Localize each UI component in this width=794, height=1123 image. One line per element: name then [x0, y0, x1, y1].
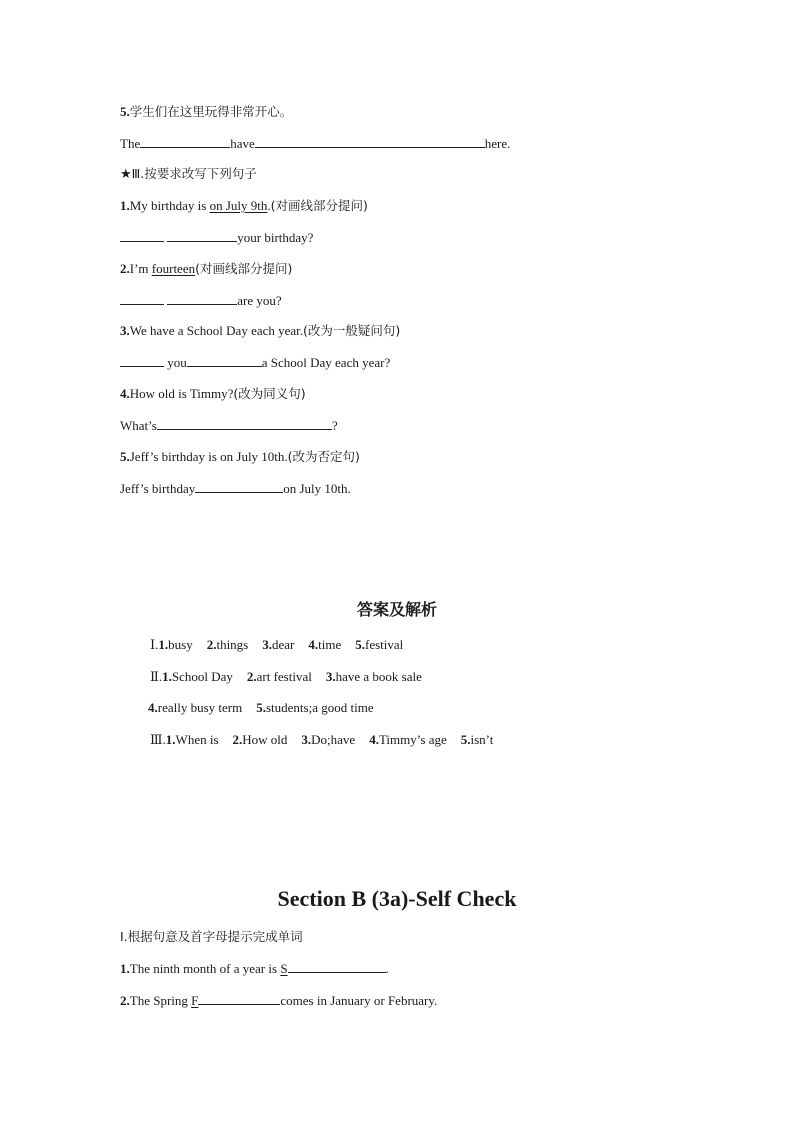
a4-5-text: isn’t — [470, 732, 494, 747]
item-4-head: What’s — [120, 418, 157, 433]
item-5-answer-line — [120, 480, 351, 497]
section-b-q2 — [120, 992, 437, 1009]
item-1-underlined: on July 9th — [209, 198, 268, 213]
item-1-tail: your birthday? — [237, 230, 314, 245]
item-3-number: 3. — [120, 323, 130, 338]
q5-answer-line — [120, 135, 510, 152]
item-1-post: . — [267, 198, 271, 213]
a4-2-text: How old — [242, 732, 288, 747]
item-2-tail: are you? — [237, 293, 282, 308]
a4-1-num: 1. — [165, 732, 176, 747]
item-1-instruction: (对画线部分提问) — [270, 198, 368, 213]
item-2-pre: I’m — [129, 261, 152, 276]
a3-4-text: really busy term — [157, 700, 243, 715]
item-3-blank-1[interactable] — [120, 354, 164, 367]
item-3-text: We have a School Day each year. — [129, 323, 304, 338]
item-2-underlined: fourteen — [151, 261, 196, 276]
section-b-title: Section B (3a)-Self Check — [277, 886, 517, 911]
item-1-prompt — [120, 198, 368, 214]
a4-3-num: 3. — [301, 732, 312, 747]
item-2-instruction: (对画线部分提问) — [195, 261, 293, 276]
item-2-answer-line — [120, 292, 282, 309]
a1-5-text: festival — [364, 637, 404, 652]
sb-q2-end: comes in January or February. — [280, 993, 438, 1008]
item-5-blank[interactable] — [195, 480, 283, 493]
a2-3-text: have a book sale — [335, 669, 422, 684]
sb-q1-number: 1. — [120, 961, 130, 976]
a1-5-num: 5. — [355, 637, 365, 652]
item-4-blank[interactable] — [157, 417, 332, 430]
item-1-blank-1[interactable] — [120, 229, 164, 242]
section-3-heading — [120, 166, 257, 183]
answers-row-2 — [150, 669, 422, 685]
a1-3-text: dear — [272, 637, 295, 652]
item-3-tail: a School Day each year? — [261, 355, 391, 370]
item-5-number: 5. — [120, 449, 130, 464]
sb-q1-text: The ninth month of a year is — [129, 961, 281, 976]
item-4-instruction: (改为同义句) — [233, 386, 306, 401]
item-1-number: 1. — [120, 198, 130, 213]
item-3-blank-2[interactable] — [187, 354, 262, 367]
item-5-tail: on July 10th. — [283, 481, 351, 496]
sb-q2-letter: F — [191, 993, 199, 1008]
a1-1-text: busy — [168, 637, 193, 652]
item-3-instruction: (改为一般疑问句) — [303, 323, 401, 338]
section-b-q1 — [120, 960, 389, 977]
a1-4-text: time — [318, 637, 342, 652]
item-1-answer-line — [120, 229, 313, 246]
answers-row-4 — [150, 732, 493, 748]
a1-2-num: 2. — [206, 637, 217, 652]
a2-2-text: art festival — [256, 669, 312, 684]
item-1-pre: My birthday is — [129, 198, 210, 213]
a4-4-num: 4. — [369, 732, 379, 747]
item-4-answer-line — [120, 417, 338, 434]
item-5-instruction: (改为否定句) — [287, 449, 360, 464]
item-4-number: 4. — [120, 386, 130, 401]
a2-2-num: 2. — [246, 669, 257, 684]
a4-5-num: 5. — [460, 732, 471, 747]
a2-3-num: 3. — [325, 669, 336, 684]
a1-3-num: 3. — [262, 637, 272, 652]
q5-blank-1[interactable] — [140, 135, 230, 148]
sb-q2-text: The Spring — [129, 993, 192, 1008]
sb-q1-blank[interactable] — [288, 960, 386, 973]
answers-row-4-label: Ⅲ. — [150, 732, 166, 747]
answers-row-2-label: Ⅱ. — [150, 669, 163, 684]
q5-blank-2[interactable] — [255, 135, 485, 148]
item-2-blank-1[interactable] — [120, 292, 164, 305]
item-4-prompt — [120, 386, 306, 402]
q5-the: The — [120, 136, 141, 151]
answers-heading: 答案及解析 — [356, 600, 437, 619]
item-2-prompt — [120, 261, 292, 277]
a3-5-num: 5. — [256, 700, 266, 715]
a1-1-num: 1. — [158, 637, 169, 652]
a1-2-text: things — [216, 637, 249, 652]
item-3-prompt — [120, 323, 400, 339]
sb-q2-blank[interactable] — [198, 992, 280, 1005]
q5-prompt — [120, 104, 292, 120]
answers-row-1-label: Ⅰ. — [150, 637, 159, 652]
item-2-blank-2[interactable] — [167, 292, 237, 305]
sb-q1-letter: S — [280, 961, 288, 976]
q5-number: 5. — [120, 104, 130, 119]
a4-1-text: When is — [175, 732, 219, 747]
item-2-number: 2. — [120, 261, 130, 276]
item-5-text: Jeff’s birthday is on July 10th. — [129, 449, 288, 464]
a4-3-text: Do;have — [311, 732, 356, 747]
a4-4-text: Timmy’s age — [378, 732, 447, 747]
a4-2-num: 2. — [232, 732, 243, 747]
a1-4-num: 4. — [308, 637, 319, 652]
q5-chinese: 学生们在这里玩得非常开心。 — [129, 104, 293, 119]
a2-1-text: School Day — [171, 669, 233, 684]
q5-have: have — [230, 136, 255, 151]
a2-1-num: 1. — [162, 669, 172, 684]
item-1-blank-2[interactable] — [167, 229, 237, 242]
sb-q1-end: . — [385, 961, 389, 976]
item-4-tail: ? — [331, 418, 338, 433]
item-5-prompt — [120, 449, 360, 465]
answers-row-3 — [148, 700, 374, 716]
section-3-title: Ⅲ.按要求改写下列句子 — [131, 166, 257, 181]
item-4-text: How old is Timmy? — [129, 386, 234, 401]
item-5-head: Jeff’s birthday — [120, 481, 196, 496]
a3-4-num: 4. — [148, 700, 158, 715]
sb-q2-number: 2. — [120, 993, 130, 1008]
section-b-part-1-title: Ⅰ.根据句意及首字母提示完成单词 — [120, 929, 303, 944]
answers-row-1 — [150, 637, 403, 653]
q5-here: here. — [484, 136, 511, 151]
section-b-part-1 — [120, 929, 303, 945]
item-3-answer-line — [120, 354, 390, 371]
star-icon: ★ — [120, 167, 132, 182]
a3-5-text: students;a good time — [265, 700, 374, 715]
item-3-you: you — [167, 355, 187, 370]
